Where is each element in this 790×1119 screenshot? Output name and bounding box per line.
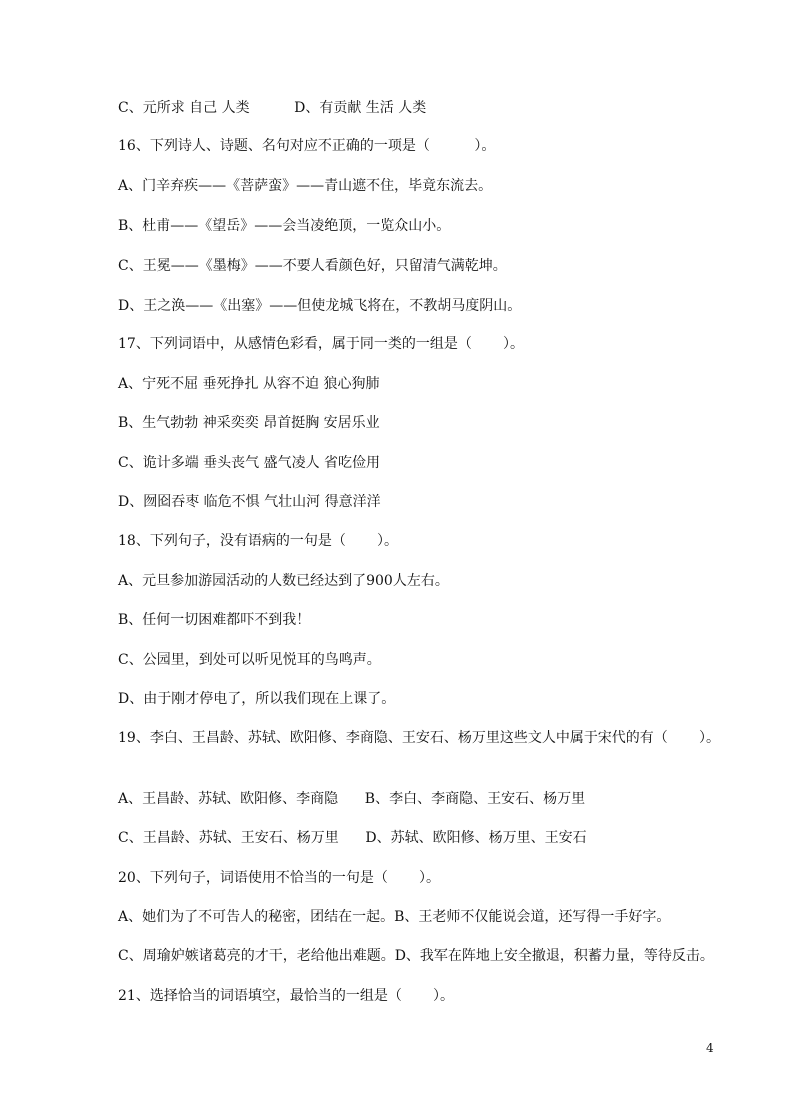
option-line-17a: A、宁死不屈 垂死挣扎 从容不迫 狼心狗肺: [118, 376, 380, 392]
option-line-18d: D、由于刚才停电了，所以我们现在上课了。: [118, 691, 396, 707]
option-line-18b: B、任何一切困难都吓不到我！: [118, 612, 311, 628]
option-line-16a: A、门辛弃疾——《菩萨蛮》——青山遮不住，毕竟东流去。: [118, 178, 493, 194]
page-number: 4: [706, 1041, 714, 1055]
option-line-16b: B、杜甫——《望岳》——会当凌绝顶，一览众山小。: [118, 218, 451, 234]
question-20: 20、下列句子，词语使用不恰当的一句是（ ）。: [118, 870, 440, 886]
question-16: 16、下列诗人、诗题、名句对应不正确的一项是（ ）。: [118, 138, 496, 154]
option-line-18c: C、公园里，到处可以听见悦耳的鸟鸣声。: [118, 652, 381, 668]
option-line-17c: C、诡计多端 垂头丧气 盛气凌人 省吃俭用: [118, 455, 381, 471]
option-line-16d: D、王之涣——《出塞》——但使龙城飞将在，不教胡马度阴山。: [118, 298, 522, 314]
option-line-c-15: C、元所求 自己 人类 D、有贡献 生活 人类: [118, 100, 427, 116]
question-18: 18、下列句子，没有语病的一句是（ ）。: [118, 533, 398, 549]
question-17: 17、下列词语中，从感情色彩看，属于同一类的一组是（ ）。: [118, 336, 524, 352]
option-line-17b: B、生气勃勃 神采奕奕 昂首挺胸 安居乐业: [118, 415, 380, 431]
question-21: 21、选择恰当的词语填空，最恰当的一组是（ ）。: [118, 988, 454, 1004]
option-line-20cd: C、周瑜妒嫉诸葛亮的才干，老给他出难题。D、我军在阵地上安全撤退，积蓄力量，等待反击。: [118, 948, 714, 964]
option-line-18a: A、元旦参加游园活动的人数已经达到了900人左右。: [118, 573, 449, 589]
option-line-20ab: A、她们为了不可告人的秘密，团结在一起。B、王老师不仅能说会道，还写得一手好字。: [118, 909, 671, 925]
option-line-17d: D、囫囵吞枣 临危不惧 气壮山河 得意洋洋: [118, 494, 381, 510]
option-line-16c: C、王冕——《墨梅》——不要人看颜色好，只留清气满乾坤。: [118, 258, 507, 274]
option-line-19cd: C、王昌龄、苏轼、王安石、杨万里 D、苏轼、欧阳修、杨万里、王安石: [118, 830, 587, 846]
option-line-19ab: A、王昌龄、苏轼、欧阳修、李商隐 B、李白、李商隐、王安石、杨万里: [118, 791, 586, 807]
question-19: 19、李白、王昌龄、苏轼、欧阳修、李商隐、王安石、杨万里这些文人中属于宋代的有（ ）。: [118, 730, 720, 746]
